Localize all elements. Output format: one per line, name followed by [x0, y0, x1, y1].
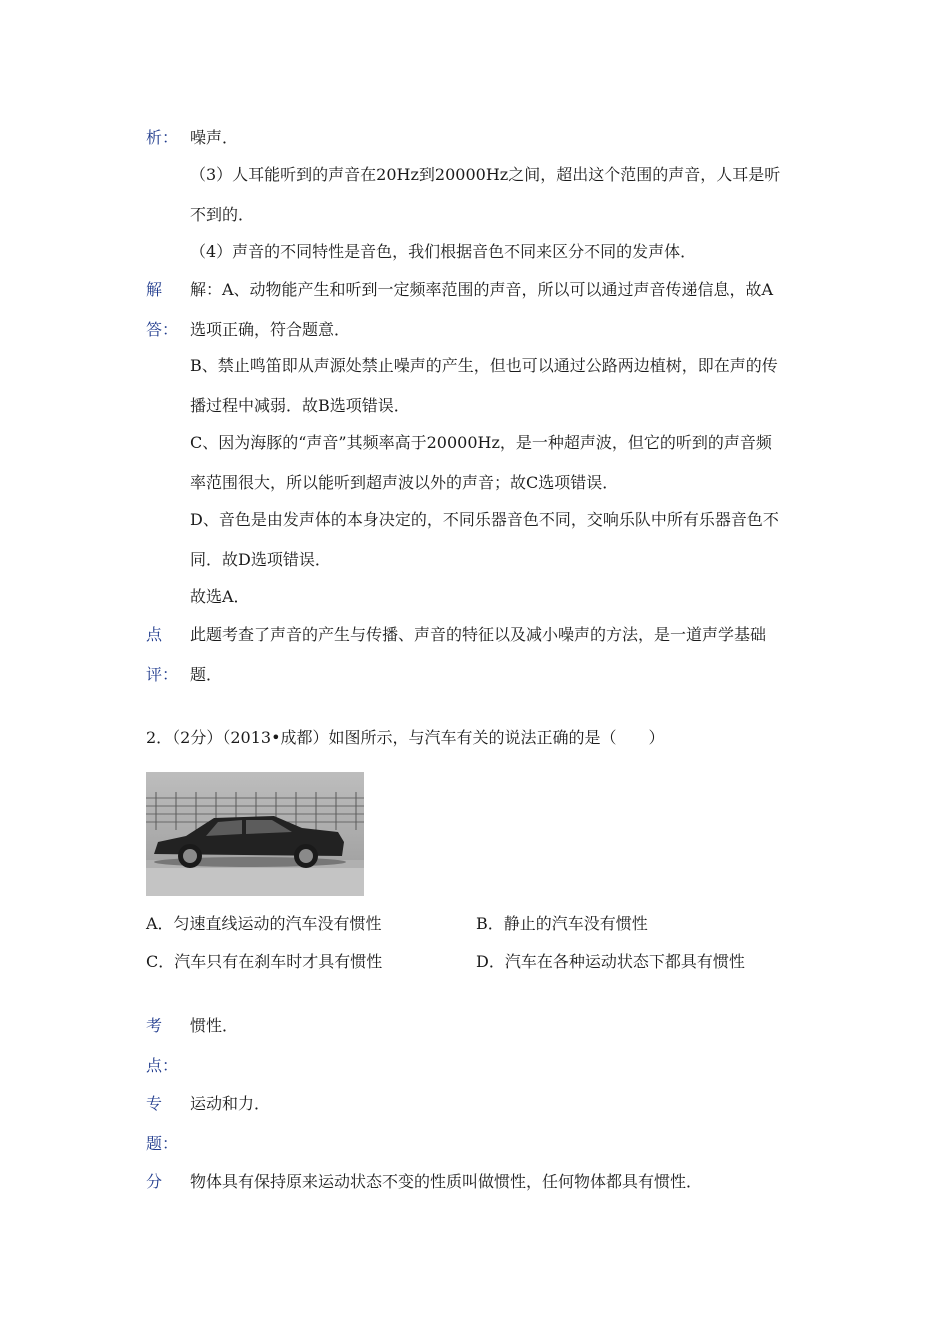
analysis-line: 噪声．: [190, 128, 239, 147]
option-a: A．匀速直线运动的汽车没有惯性: [146, 914, 382, 933]
answer-label-bottom: 答：: [146, 320, 179, 339]
car-photo: [146, 772, 364, 896]
comment-line: 此题考查了声音的产生与传播、声音的特征以及减小噪声的方法，是一道声学基础: [190, 625, 767, 644]
option-c: C．汽车只有在刹车时才具有惯性: [146, 952, 383, 971]
zhuanti-label-bottom: 题：: [146, 1134, 179, 1153]
kaodian-text: 惯性．: [190, 1016, 239, 1035]
fenxi-text: 物体具有保持原来运动状态不变的性质叫做惯性，任何物体都具有惯性．: [190, 1172, 703, 1191]
question-stem: 2．（2分）（2013•成都）如图所示，与汽车有关的说法正确的是（ ）: [146, 728, 665, 747]
analysis-line: （3）人耳能听到的声音在20Hz到20000Hz之间，超出这个范围的声音，人耳是听: [190, 165, 781, 184]
answer-line: 率范围很大，所以能听到超声波以外的声音；故C选项错误．: [190, 473, 619, 492]
answer-line: 播过程中减弱．故B选项错误．: [190, 396, 410, 415]
answer-line: C、因为海豚的“声音”其频率高于20000Hz，是一种超声波，但它的听到的声音频: [190, 433, 772, 452]
zhuanti-text: 运动和力．: [190, 1094, 271, 1113]
car-illustration: [146, 772, 364, 896]
analysis-line: （4）声音的不同特性是音色，我们根据音色不同来区分不同的发声体．: [190, 242, 697, 261]
kaodian-label-top: 考: [146, 1016, 163, 1035]
answer-line: 解：A、动物能产生和听到一定频率范围的声音，所以可以通过声音传递信息，故A: [190, 280, 774, 299]
answer-line: D、音色是由发声体的本身决定的，不同乐器音色不同，交响乐队中所有乐器音色不: [190, 510, 779, 529]
option-b: B．静止的汽车没有惯性: [476, 914, 648, 933]
answer-line: 同．故D选项错误．: [190, 550, 331, 569]
answer-line: B、禁止鸣笛即从声源处禁止噪声的产生，但也可以通过公路两边植树，即在声的传: [190, 356, 778, 375]
answer-label-top: 解: [146, 280, 163, 299]
zhuanti-label-top: 专: [146, 1094, 163, 1113]
fenxi-label-top: 分: [146, 1172, 163, 1191]
answer-line: 选项正确，符合题意．: [190, 320, 351, 339]
option-d: D．汽车在各种运动状态下都具有惯性: [476, 952, 745, 971]
answer-line: 故选A．: [190, 587, 250, 606]
comment-label-top: 点: [146, 625, 163, 644]
kaodian-label-bottom: 点：: [146, 1056, 179, 1075]
analysis-line: 不到的．: [190, 205, 255, 224]
comment-line: 题．: [190, 665, 223, 684]
analysis-label: 析：: [146, 128, 179, 147]
comment-label-bottom: 评：: [146, 665, 179, 684]
